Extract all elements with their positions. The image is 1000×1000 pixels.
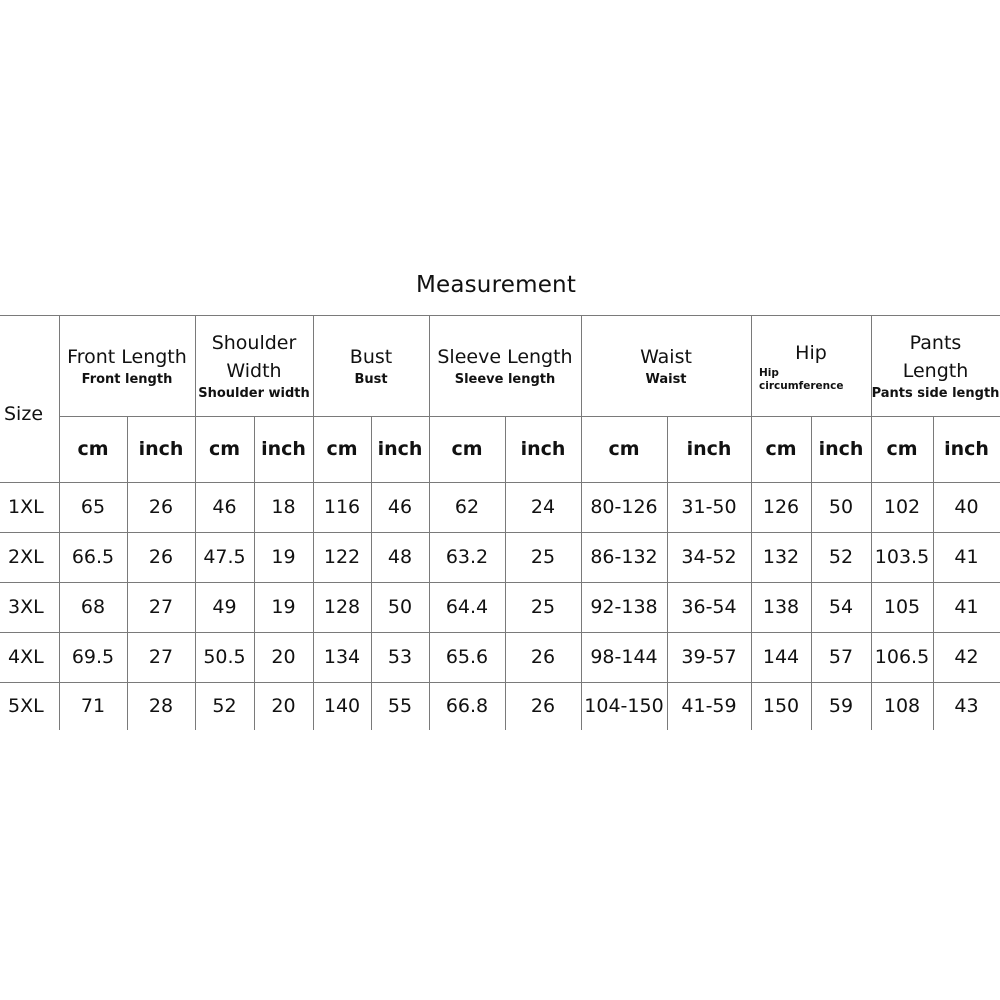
group-title: Sleeve Length: [437, 346, 573, 368]
table-cell: 25: [530, 546, 556, 568]
table-cell: 26: [148, 546, 174, 568]
table-cell: 42: [954, 646, 979, 668]
table-cell: 66.5: [71, 546, 115, 568]
unit-header: cm: [886, 438, 918, 460]
table-cell: 25: [530, 596, 556, 618]
group-header: [751, 315, 871, 416]
group-header: [429, 315, 581, 416]
table-cell: 26: [530, 646, 556, 668]
table-cell: 27: [148, 646, 174, 668]
table-cell: 41-59: [681, 695, 737, 717]
unit-header: cm: [77, 438, 109, 460]
table-cell: 41: [954, 596, 979, 618]
group-subtitle: Pants side length: [871, 386, 1000, 401]
table-cell: 103.5: [874, 546, 930, 568]
group-subtitle: Front length: [81, 372, 173, 387]
size-chart-table: [0, 315, 1000, 730]
group-title: Bust: [349, 346, 393, 368]
table-cell: 19: [271, 546, 296, 568]
group-header: [871, 315, 1000, 416]
unit-header: cm: [451, 438, 483, 460]
group-title: Front Length: [67, 346, 187, 368]
table-cell: 46: [212, 496, 237, 518]
table-cell: 27: [148, 596, 174, 618]
table-cell: 116: [323, 496, 361, 518]
table-cell: 63.2: [445, 546, 489, 568]
table-cell: 53: [387, 646, 413, 668]
table-cell: 50.5: [203, 646, 246, 668]
group-header: [195, 315, 313, 416]
table-cell: 138: [762, 596, 800, 618]
size-label: 4XL: [8, 646, 44, 668]
table-cell: 144: [762, 646, 800, 668]
table-cell: 55: [387, 695, 413, 717]
table-title: Measurement: [415, 272, 577, 298]
group-title: Pants Length: [902, 332, 969, 382]
table-cell: 54: [828, 596, 854, 618]
table-cell: 66.8: [445, 695, 489, 717]
table-cell: 52: [828, 546, 854, 568]
table-cell: 65.6: [445, 646, 489, 668]
table-cell: 39-57: [681, 646, 737, 668]
table-cell: 64.4: [445, 596, 489, 618]
table-cell: 18: [271, 496, 296, 518]
size-label: 1XL: [8, 496, 44, 518]
table-cell: 92-138: [590, 596, 658, 618]
table-cell: 20: [271, 646, 296, 668]
group-title: Shoulder Width: [211, 332, 297, 382]
group-title: Hip: [795, 341, 827, 364]
table-cell: 19: [271, 596, 296, 618]
table-cell: 126: [762, 496, 800, 518]
group-header: [581, 315, 751, 416]
size-header: Size: [4, 402, 44, 425]
group-subtitle: Bust: [354, 372, 388, 387]
table-cell: 69.5: [71, 646, 115, 668]
table-cell: 41: [954, 546, 979, 568]
table-cell: 26: [148, 496, 174, 518]
unit-header: inch: [818, 438, 864, 460]
table-cell: 49: [212, 596, 237, 618]
table-cell: 68: [80, 596, 106, 618]
table-cell: 57: [828, 646, 854, 668]
table-cell: 59: [828, 695, 854, 717]
table-cell: 50: [387, 596, 413, 618]
table-cell: 80-126: [590, 496, 658, 518]
table-cell: 43: [954, 695, 979, 717]
table-cell: 98-144: [590, 646, 658, 668]
unit-header: inch: [520, 438, 566, 460]
table-cell: 24: [530, 496, 556, 518]
group-title: Waist: [640, 346, 692, 368]
group-subtitle: Waist: [645, 372, 687, 387]
table-cell: 86-132: [590, 546, 658, 568]
unit-header: cm: [765, 438, 797, 460]
size-label: 5XL: [8, 695, 44, 717]
table-cell: 134: [323, 646, 361, 668]
table-cell: 26: [530, 695, 556, 717]
unit-header: inch: [138, 438, 184, 460]
table-cell: 36-54: [681, 596, 737, 618]
table-cell: 40: [954, 496, 979, 518]
table-cell: 108: [883, 695, 921, 717]
table-cell: 46: [387, 496, 413, 518]
table-cell: 50: [828, 496, 854, 518]
table-cell: 20: [271, 695, 296, 717]
table-cell: 28: [148, 695, 174, 717]
table-cell: 104-150: [584, 695, 664, 717]
table-cell: 48: [387, 546, 413, 568]
table-cell: 52: [212, 695, 237, 717]
table-cell: 102: [883, 496, 921, 518]
unit-header: cm: [326, 438, 358, 460]
table-cell: 105: [883, 596, 921, 618]
table-cell: 150: [762, 695, 800, 717]
unit-header: inch: [377, 438, 423, 460]
table-cell: 47.5: [203, 546, 246, 568]
table-cell: 128: [323, 596, 361, 618]
unit-header: inch: [261, 438, 306, 460]
unit-header: cm: [208, 438, 241, 460]
table-cell: 62: [454, 496, 480, 518]
group-subtitle: Shoulder width: [198, 386, 310, 401]
group-header: [313, 315, 429, 416]
table-cell: 71: [80, 695, 106, 717]
unit-header: inch: [686, 438, 732, 460]
table-cell: 122: [323, 546, 361, 568]
group-header: [59, 315, 195, 416]
table-cell: 106.5: [874, 646, 930, 668]
unit-header: cm: [608, 438, 640, 460]
table-cell: 132: [762, 546, 800, 568]
table-cell: 140: [323, 695, 361, 717]
table-cell: 34-52: [681, 546, 737, 568]
group-subtitle: Sleeve length: [454, 372, 556, 387]
unit-header: inch: [944, 438, 989, 460]
table-cell: 31-50: [681, 496, 737, 518]
table-cell: 65: [80, 496, 106, 518]
size-label: 3XL: [8, 596, 44, 618]
group-subtitle: Hip circumference: [759, 366, 844, 392]
size-label: 2XL: [8, 546, 44, 568]
